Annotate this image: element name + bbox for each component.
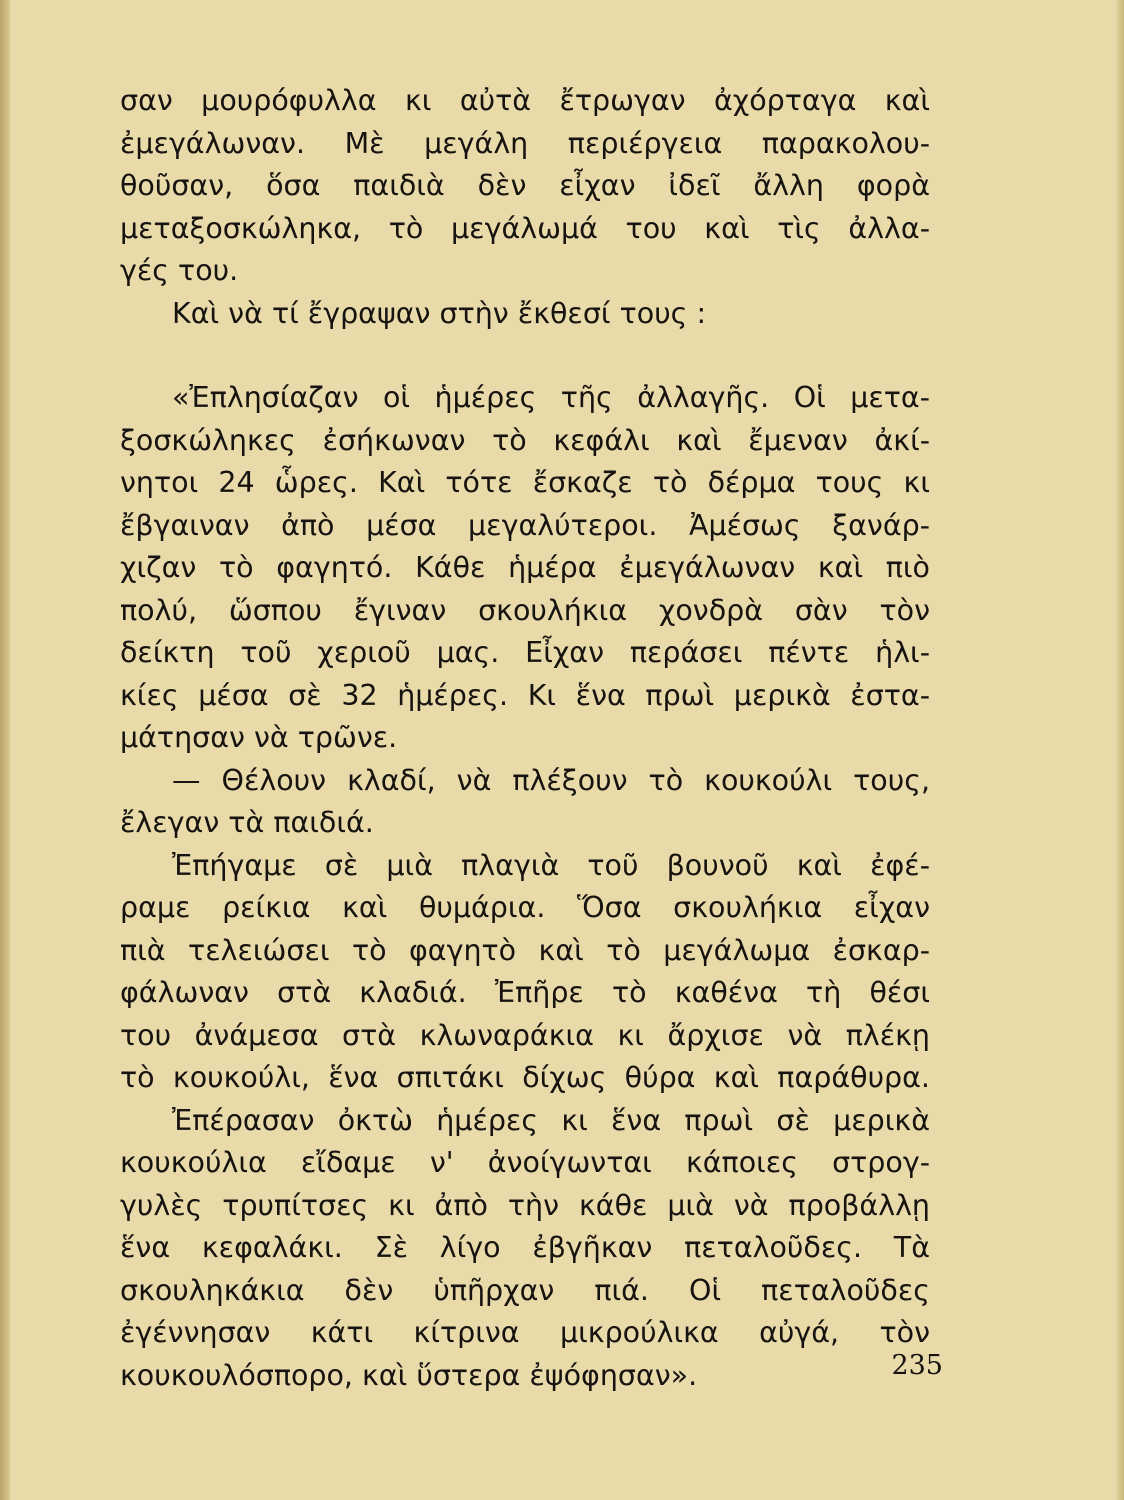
text-line: κουκούλια εἴδαμε ν' ἀνοίγωνται κάποιες στρογ- [120,1146,930,1179]
text-line: νητοι 24 ὧρες. Καὶ τότε ἔσκαζε τὸ δέρμα τους κι [120,466,930,499]
text-line: μάτησαν νὰ τρῶνε. [120,721,398,754]
text-line: του ἀνάμεσα στὰ κλωναράκια κι ἄρχισε νὰ πλέκῃ [120,1018,930,1052]
text-line: σαν μουρόφυλλα κι αὐτὰ ἔτρωγαν ἀχόρταγα καὶ [120,84,930,117]
text-line: ἐγέννησαν κάτι κίτρινα μικρούλικα αὐγά, τὸν [120,1316,930,1349]
text-line: — Θέλουν κλαδί, νὰ πλέξουν τὸ κουκούλι τους, [172,763,930,797]
text-line: γυλὲς τρυπίτσες κι ἀπὸ τὴν κάθε μιὰ νὰ προβάλλῃ [120,1188,930,1222]
text-line: ραμε ρείκια καὶ θυμάρια. Ὅσα σκουλήκια εἶχαν [120,891,930,924]
text-line: ξοσκώληκες ἐσήκωναν τὸ κεφάλι καὶ ἔμεναν ἀκί- [120,423,930,457]
text-line: κίες μέσα σὲ 32 ἡμέρες. Κι ἕνα πρωὶ μερικὰ ἐστα- [120,678,930,712]
text-line: μεταξοσκώληκα, τὸ μεγάλωμά του καὶ τὶς ἀλλα- [120,211,930,245]
text-line: ἔβγαιναν ἀπὸ μέσα μεγαλύτεροι. Ἀμέσως ξανάρ- [120,508,930,542]
text-line: σκουληκάκια δὲν ὑπῆρχαν πιά. Οἱ πεταλοῦδες [120,1273,930,1307]
text-line: κουκουλόσπορο, καὶ ὕστερα ἐψόφησαν». [120,1358,698,1392]
text-line: Ἐπέρασαν ὀκτὼ ἡμέρες κι ἕνα πρωὶ σὲ μερικὰ [172,1103,930,1137]
paragraph-gap [120,335,930,377]
text-line: δείκτη τοῦ χεριοῦ μας. Εἶχαν περάσει πέντε ἡλι- [120,636,930,669]
text-line: θοῦσαν, ὅσα παιδιὰ δὲν εἶχαν ἰδεῖ ἄλλη φορὰ [120,169,930,202]
text-line: πολύ, ὥσπου ἔγιναν σκουλήκια χονδρὰ σὰν τὸν [120,593,930,627]
page-number: 235 [891,1350,943,1381]
text-line: πιὰ τελειώσει τὸ φαγητὸ καὶ τὸ μεγάλωμα ἐσκαρ- [120,933,930,967]
body-text [120,80,930,1397]
text-line: «Ἐπλησίαζαν οἱ ἡμέρες τῆς ἀλλαγῆς. Οἱ μετα- [172,381,930,414]
text-line: τὸ κουκούλι, ἕνα σπιτάκι δίχως θύρα καὶ παράθυρα. [120,1061,930,1094]
text-line: ἕνα κεφαλάκι. Σὲ λίγο ἐβγῆκαν πεταλοῦδες. Τὰ [120,1231,930,1264]
text-line: Καὶ νὰ τί ἔγραψαν στὴν ἔκθεσί τους : [172,296,707,330]
text-line: φάλωναν στὰ κλαδιά. Ἐπῆρε τὸ καθένα τὴ θέσι [120,976,930,1009]
text-line: ἔλεγαν τὰ παιδιά. [120,806,374,839]
text-line: γές του. [120,254,239,287]
text-line: ἐμεγάλωναν. Μὲ μεγάλη περιέργεια παρακολου- [120,126,930,160]
text-line: χιζαν τὸ φαγητό. Κάθε ἡμέρα ἐμεγάλωναν καὶ πιὸ [120,551,930,584]
text-line: Ἐπήγαμε σὲ μιὰ πλαγιὰ τοῦ βουνοῦ καὶ ἐφέ- [172,848,930,882]
